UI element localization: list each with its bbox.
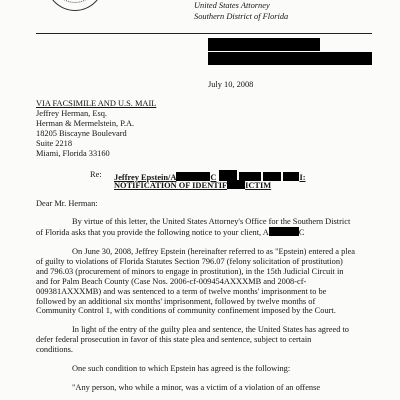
- recipient-street: 18205 Biscayne Boulevard: [36, 129, 127, 138]
- paragraph-deferral: In light of the entry of the guilty plea and sentence, the United States has agreed to defer federal prosecution in favor of this state plea and sentence, subject to certain conditions.: [36, 325, 349, 354]
- redaction-block: [208, 52, 372, 65]
- re-subject-line2: NOTIFICATION OF IDENTIF ICTIM: [114, 181, 272, 190]
- recipient-suite: Suite 2218: [36, 139, 73, 148]
- recipient-city: Miami, Florida 33160: [36, 149, 110, 158]
- re-subject-line1: Jeffrey Epstein/A C I:: [114, 170, 306, 183]
- recipient-firm: Herman & Mermelstein, P.A.: [36, 119, 135, 128]
- paragraph-notice-request: By virtue of this letter, the United States Attorney's Office for the Southern District of Florida asks that you provide the following notice to your client, A C: [36, 217, 351, 237]
- recipient-name: Jeffrey Herman, Esq.: [36, 109, 108, 118]
- letterhead-office: United States Attorney: [194, 1, 270, 10]
- re-label: Re:: [90, 170, 102, 179]
- letter-date: July 10, 2008: [208, 80, 254, 89]
- letterhead-district: Southern District of Florida: [194, 12, 289, 21]
- paragraph-plea: On June 30, 2008, Jeffrey Epstein (hereinafter referred to as "Epstein) entered a plea of guilty to violations of Florida Statutes Section 796.07 (felony solicitation of prostitution) and 796.03 (procurement of minors to engage in prostitution), in the 15th Judicial Circuit in and for Palm Beach County (Case Nos. 2006-cf-009454AXXXMB and 2008-cf- 009381AXXXMB) and was sentenced to a term of twelve months' imprisonment to be followed by an additional six months' imprisonment, followed by twelve months of Community Control 1, with conditions of community confinement imposed by the Court.: [36, 247, 356, 316]
- letterhead-rule: [36, 33, 372, 34]
- delivery-method: VIA FACSIMILE AND U.S. MAIL: [36, 99, 157, 108]
- paragraph-quote: "Any person, who while a minor, was a victim of a violation of an offense: [72, 383, 321, 392]
- salutation: Dear Mr. Herman:: [36, 199, 98, 208]
- redaction-block: [208, 38, 320, 51]
- paragraph-condition: One such condition to which Epstein has agreed is the following:: [72, 364, 291, 373]
- department-seal: [46, 0, 104, 11]
